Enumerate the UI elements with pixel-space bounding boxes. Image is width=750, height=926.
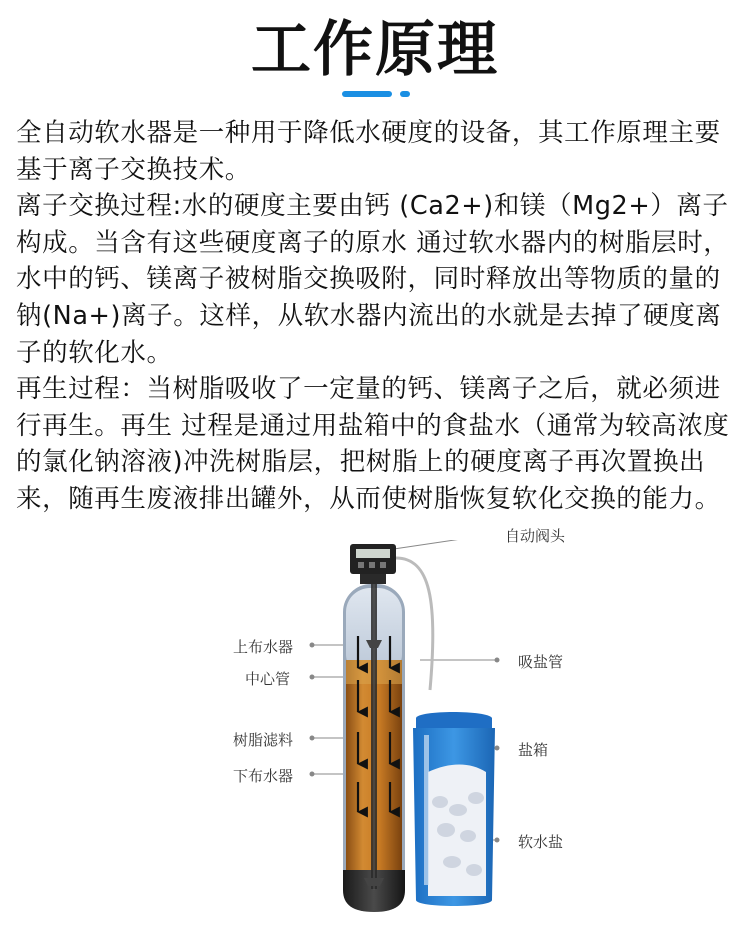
label-resin-media: 树脂滤料 xyxy=(233,731,294,749)
paragraph-ion-exchange: 离子交换过程:水的硬度主要由钙 (Ca2+)和镁（Mg2+）离子构成。当含有这些硬度离子的原水 通过软水器内的树脂层时，水中的钙、镁离子被树脂交换吸附，同时释放出等物质的量的钠(Na+)离子。这样，从软水器内流出的水就是去掉了硬度离子的软化水。 xyxy=(16,191,730,368)
paragraph-regeneration: 再生过程：当树脂吸收了一定量的钙、镁离子之后，就必须进行再生。再生 过程是通过用盐箱中的食盐水（通常为较高浓度的氯化钠溶液)冲洗树脂层，把树脂上的硬度离子再次置换出来，随再生废液排出罐外，从而使树脂恢复软化交换的能力。 xyxy=(16,374,730,514)
label-lower-distributor: 下布水器 xyxy=(233,767,294,785)
label-valve-head: 自动阀头 xyxy=(505,527,566,545)
label-brine-pipe: 吸盐管 xyxy=(518,653,564,671)
paragraph-intro: 全自动软水器是一种用于降低水硬度的设备，其工作原理主要基于离子交换技术。 xyxy=(16,118,721,185)
title-underline-dot xyxy=(400,91,410,97)
label-upper-distributor: 上布水器 xyxy=(233,638,294,656)
page-title: 工作原理 xyxy=(251,15,499,85)
description-text xyxy=(16,115,738,518)
label-brine-tank: 盐箱 xyxy=(518,741,549,759)
title-underline xyxy=(342,91,392,97)
softener-illustration xyxy=(0,540,750,922)
label-center-tube: 中心管 xyxy=(245,670,291,688)
resin-tank-icon xyxy=(343,584,405,912)
label-softener-salt: 软水盐 xyxy=(518,833,564,851)
softener-diagram xyxy=(0,527,750,922)
brine-tank-icon xyxy=(413,712,495,906)
